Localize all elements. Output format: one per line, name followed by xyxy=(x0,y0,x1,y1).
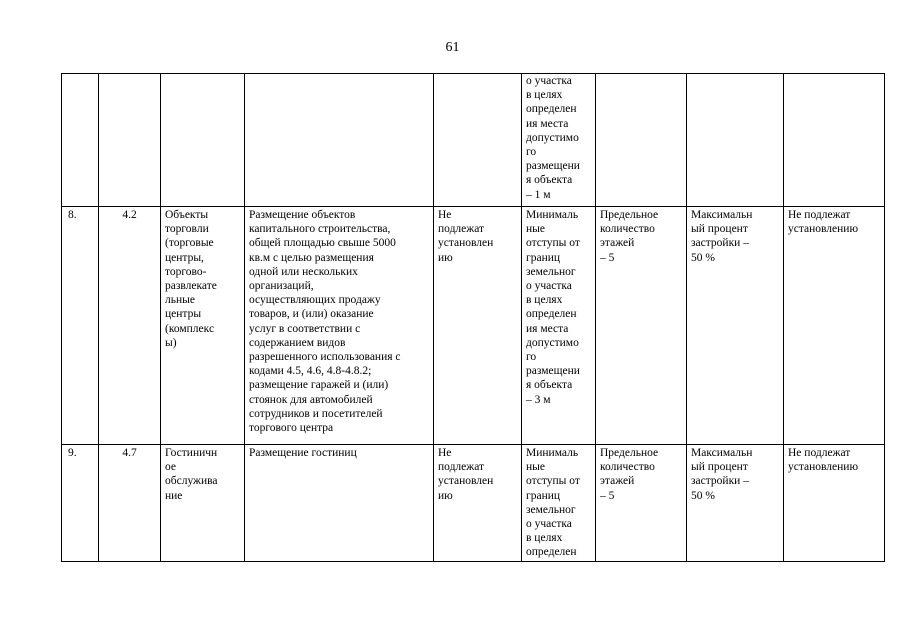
row-number-cell: 9. xyxy=(62,445,99,562)
use-description-cell: Размещение гостиниц xyxy=(245,445,434,562)
use-name-cell xyxy=(161,74,245,207)
other-params-cell: Не подлежат установлению xyxy=(784,445,885,562)
min-dimensions-cell: Не подлежат установлен ию xyxy=(434,207,522,445)
use-code-cell: 4.7 xyxy=(99,445,161,562)
min-dimensions-cell xyxy=(434,74,522,207)
use-description-cell: Размещение объектов капитального строительства, общей площадью свыше 5000 кв.м с целью размещения одной или нескольких организаций, осуществляющих продажу товаров, и (или) оказание услуг в соответствии с содержанием видов разрешенного использования с кодами 4.5, 4.6, 4.8-4.8.2; размещение гаражей и (или) стоянок для автомобилей сотрудников и посетителей торгового центра xyxy=(245,207,434,445)
table-row xyxy=(62,207,885,445)
row-number-cell: 8. xyxy=(62,207,99,445)
use-name-cell: Объекты торговли (торговые центры, торгово- развлекате льные центры (комплекс ы) xyxy=(161,207,245,445)
use-code-cell: 4.2 xyxy=(99,207,161,445)
other-params-cell xyxy=(784,74,885,207)
use-name-cell: Гостиничн ое обслужива ние xyxy=(161,445,245,562)
row-number-cell xyxy=(62,74,99,207)
use-description-cell xyxy=(245,74,434,207)
setbacks-cell: Минималь ные отступы от границ земельног о участка в целях определен ия места допустимо го размещени я объекта – 3 м xyxy=(522,207,596,445)
coverage-cell: Максимальн ый процент застройки – 50 % xyxy=(687,445,784,562)
page-number: 61 xyxy=(445,40,460,55)
min-dimensions-cell: Не подлежат установлен ию xyxy=(434,445,522,562)
setbacks-cell: Минималь ные отступы от границ земельног о участка в целях определен xyxy=(522,445,596,562)
floors-cell: Предельное количество этажей – 5 xyxy=(596,445,687,562)
coverage-cell: Максимальн ый процент застройки – 50 % xyxy=(687,207,784,445)
coverage-cell xyxy=(687,74,784,207)
floors-cell xyxy=(596,74,687,207)
setbacks-cell: о участка в целях определен ия места допустимо го размещени я объекта – 1 м xyxy=(522,74,596,207)
floors-cell: Предельное количество этажей – 5 xyxy=(596,207,687,445)
use-code-cell xyxy=(99,74,161,207)
table-row xyxy=(62,445,885,562)
zoning-regulations-table xyxy=(61,73,885,562)
table-row xyxy=(62,74,885,207)
other-params-cell: Не подлежат установлению xyxy=(784,207,885,445)
